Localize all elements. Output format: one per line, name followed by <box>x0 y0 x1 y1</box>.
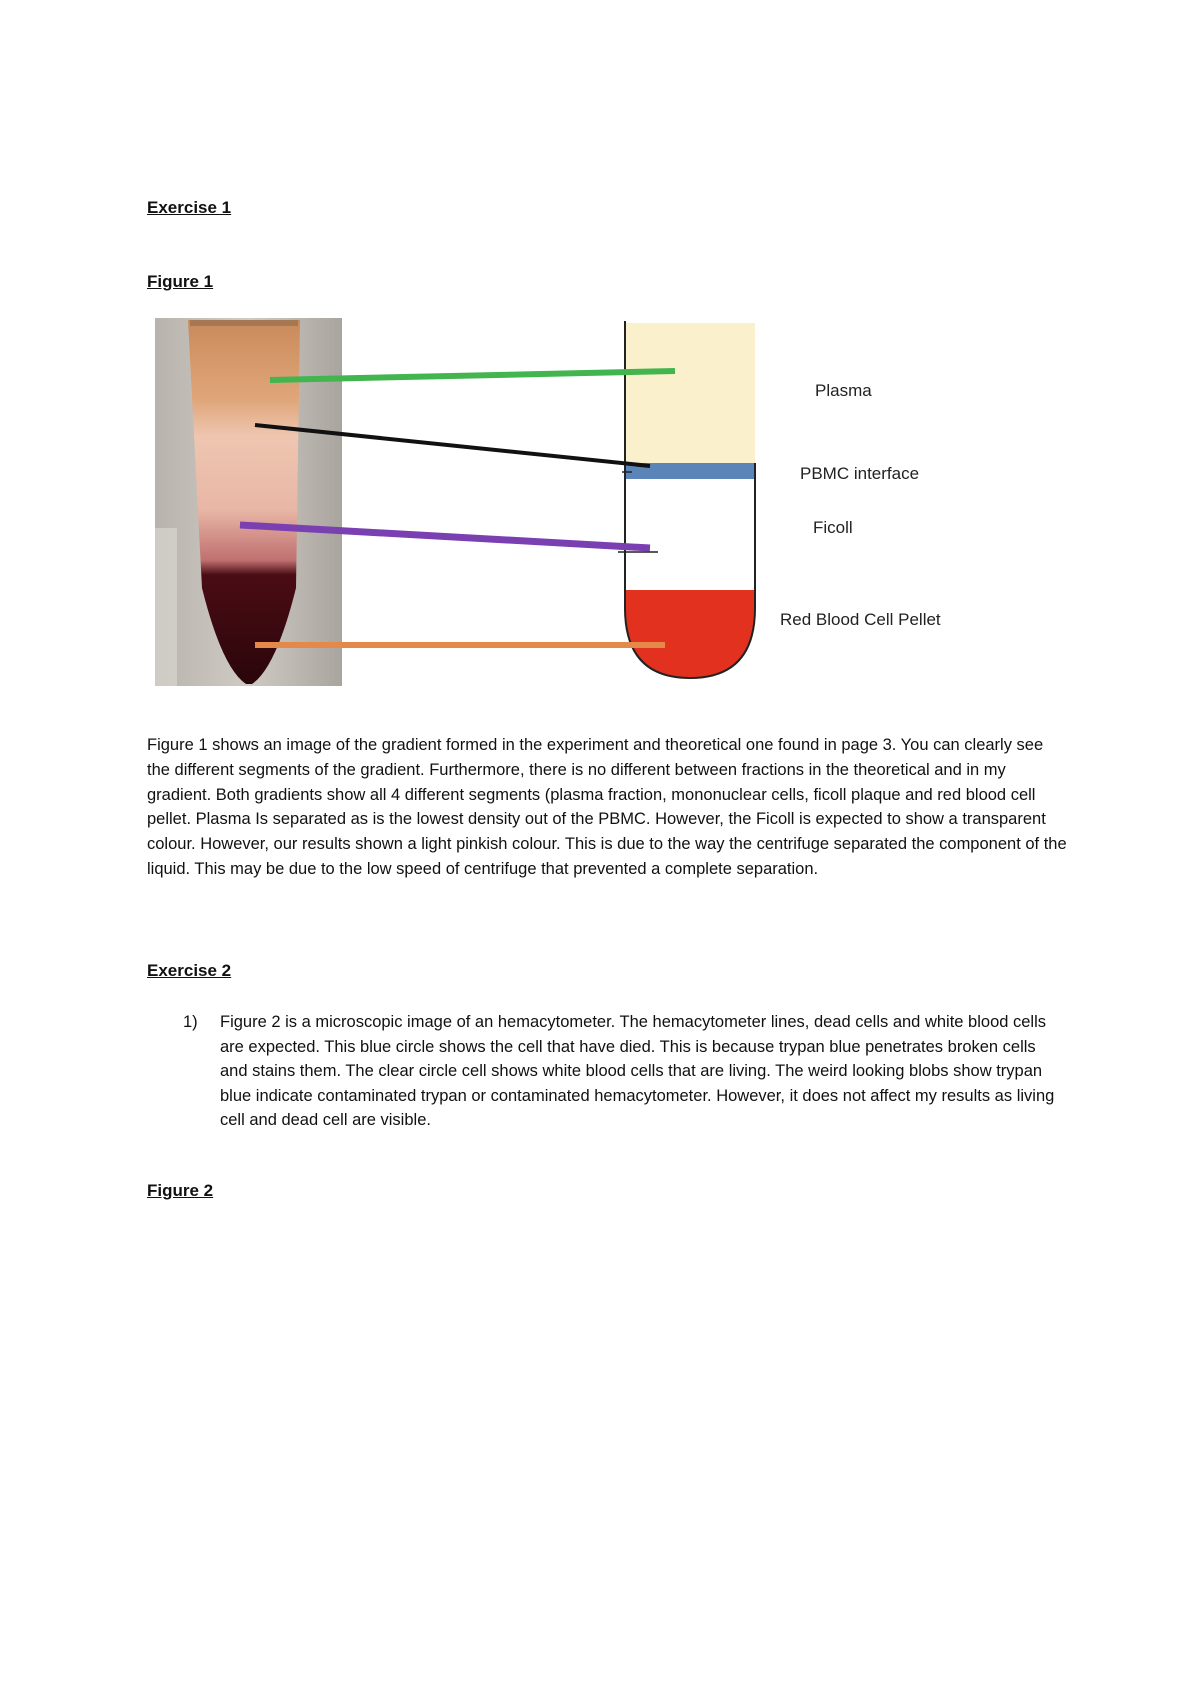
tube-photo <box>155 318 342 686</box>
figure-1-diagram <box>150 318 980 686</box>
figure-2-caption: Figure 2 <box>147 1181 214 1200</box>
figure-1-description: Figure 1 shows an image of the gradient formed in the experiment and theoretical one found in page 3. You can clearly see the different segments of the gradient. Furthermore, there is no different between fractions in the theoretical and in my gradient. Both gradients show all 4 different segments (plasma fraction, mononuclear cells, ficoll plaque and red blood cell pellet. Plasma Is separated as is the lowest density out of the PBMC. However, the Ficoll is expected to show a transparent colour. However, our results shown a light pinkish colour. This is due to the way the centrifuge separated the component of the liquid. This may be due to the low speed of centrifuge that prevented a complete separation. <box>147 736 1067 878</box>
rbc-label: Red Blood Cell Pellet <box>780 610 941 629</box>
list-item-text: Figure 2 is a microscopic image of an hemacytometer. The hemacytometer lines, dead cells and white blood cells are expected. This blue circle shows the cell that have died. This is because trypan blue penetrates broken cells and stains them. The clear circle cell shows white blood cells that are living. The weird looking blobs show trypan blue indicate contaminated trypan or contaminated hemacytometer. However, it does not affect my results as living cell and dead cell are visible. <box>220 1013 1055 1130</box>
ficoll-label: Ficoll <box>813 518 853 537</box>
plasma-layer <box>625 323 755 463</box>
exercise-2-list <box>147 1010 1067 1133</box>
list-item <box>147 1010 1067 1133</box>
exercise-2-heading: Exercise 2 <box>147 961 232 980</box>
figure-1-caption: Figure 1 <box>147 272 214 291</box>
plasma-label: Plasma <box>815 381 872 400</box>
pbmc-label: PBMC interface <box>800 464 920 483</box>
exercise-1-heading: Exercise 1 <box>147 198 232 217</box>
list-item-number: 1) <box>183 1013 198 1031</box>
